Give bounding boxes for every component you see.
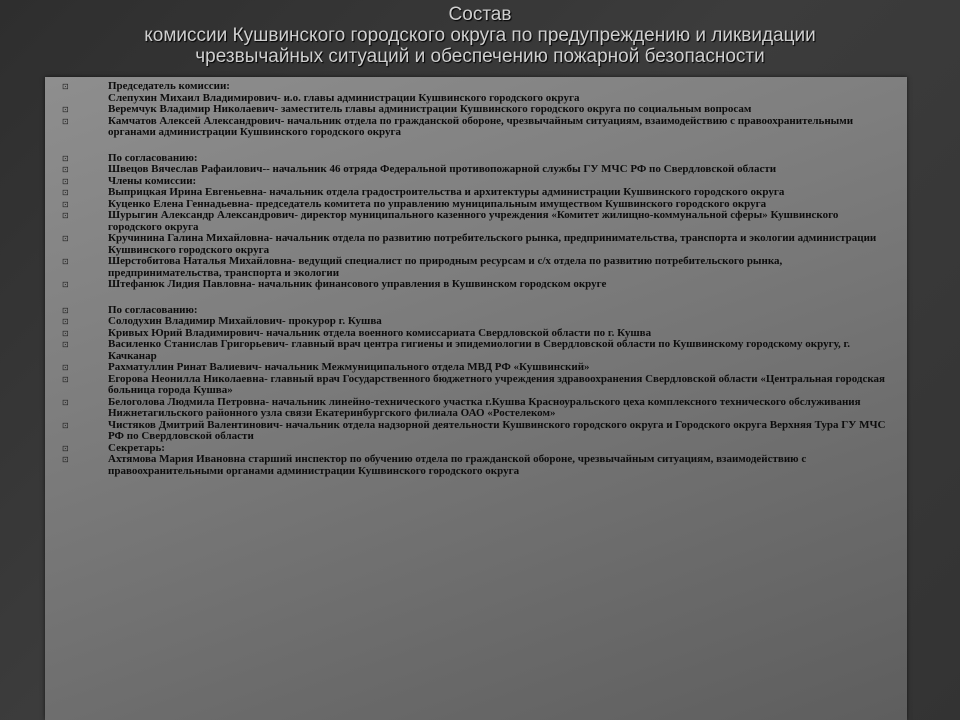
list-item-text: Председатель комиссии:: [108, 80, 230, 92]
square-bullet-icon: ⊡: [62, 234, 69, 243]
list-item-text: Чистяков Дмитрий Валентинович- начальник отдела надзорной деятельности Кушвинского городского округа и Городского округа Верхняя Тура ГУ МЧС РФ по Свердловской области: [108, 418, 886, 442]
list-item: [62, 104, 892, 116]
square-bullet-icon: ⊡: [62, 305, 69, 315]
title-line-3: чрезвычайных ситуаций и обеспечению пожарной безопасности: [195, 46, 765, 67]
list-item: [62, 256, 892, 279]
square-bullet-icon: ⊡: [62, 397, 69, 407]
list-item: [62, 362, 892, 374]
list-item-text: Белоголова Людмила Петровна- начальник линейно-технического участка г.Кушва Красноуральского цеха комплексного технического обслуживания Нижнетагильского районного узла связи Екатеринбургского филиала ОАО «Ростелеком»: [108, 395, 861, 419]
square-bullet-icon: ⊡: [62, 374, 69, 384]
square-bullet-icon: ⊡: [62, 176, 69, 186]
square-bullet-icon: ⊡: [62, 340, 69, 349]
list-item-text: Швецов Вячеслав Рафаилович-- начальник 46 отряда Федеральной противопожарной службы ГУ МЧС РФ по Свердловской области: [108, 163, 777, 175]
member-list: [62, 81, 892, 477]
square-bullet-icon: ⊡: [62, 455, 69, 464]
list-item-text: Кручинина Галина Михайловна- начальник отдела по развитию потребительского рынка, предпринимательства, транспорта и экологии администрации Кушвинского городского округа: [108, 232, 877, 256]
square-bullet-icon: ⊡: [62, 116, 69, 126]
list-item-text: Шерстобитова Наталья Михайловна- ведущий специалист по природным ресурсам и с/х отдела по развитию потребительского рынка, предпринимательства, транспорта и экологии: [108, 255, 783, 279]
list-item: [62, 116, 892, 139]
square-bullet-icon: ⊡: [62, 153, 69, 163]
list-item: [62, 233, 892, 256]
square-bullet-icon: ⊡: [62, 82, 69, 91]
list-item-text: Шурыгин Александр Александрович- директор муниципального казенного учреждения «Комитет жилищно-коммунальной сферы» Кушвинского городского округа: [108, 209, 839, 233]
square-bullet-icon: ⊡: [62, 105, 69, 114]
list-item-text: Камчатов Алексей Александрович- начальник отдела по гражданской обороне, чрезвычайным ситуациям, взаимодействию с правоохранительными органами администрации Кушвинского городского округа: [108, 114, 854, 138]
list-item-text: Василенко Станислав Григорьевич- главный врач центра гигиены и эпидемиологии в Свердловской области по Кушвинскому городскому округу, г. Качканар: [108, 338, 851, 362]
list-item-text: Выприцкая Ирина Евгеньевна- начальник отдела градостроительства и архитектуры администрации Кушвинского городского округа: [108, 186, 785, 198]
square-bullet-icon: ⊡: [62, 328, 69, 338]
slide-title: [0, 4, 960, 67]
square-bullet-icon: ⊡: [62, 199, 69, 209]
list-item-text: По согласованию:: [108, 151, 198, 164]
list-item-text: Куценко Елена Геннадьевна- председатель комитета по управлению муниципальным имуществом Кушвинского городского округа: [108, 197, 767, 210]
list-item: [62, 210, 892, 233]
square-bullet-icon: ⊡: [62, 188, 69, 197]
list-spacer: [62, 139, 892, 153]
list-item-text: Солодухин Владимир Михайлович- прокурор г. Кушва: [108, 315, 382, 327]
list-item-text: По согласованию:: [108, 303, 198, 316]
list-item-text: Ахтямова Мария Ивановна старший инспектор по обучению отдела по гражданской обороне, чрезвычайным ситуациям, взаимодействию с правоохранительными органами администрации Кушвинского городского округа: [108, 453, 807, 477]
list-item: [62, 339, 892, 362]
list-item: [62, 397, 892, 420]
title-line-2: комиссии Кушвинского городского округа по предупреждению и ликвидации: [144, 25, 816, 46]
square-bullet-icon: ⊡: [62, 211, 69, 220]
square-bullet-icon: ⊡: [62, 443, 69, 453]
list-item: [62, 316, 892, 328]
square-bullet-icon: ⊡: [62, 280, 69, 289]
square-bullet-icon: [62, 93, 108, 105]
list-item-text: Члены комиссии:: [108, 174, 197, 187]
list-item: [62, 420, 892, 443]
list-item-text: Рахматуллин Ринат Валиевич- начальник Межмуниципального отдела МВД РФ «Кушвинский»: [108, 361, 590, 373]
list-item-text: Слепухин Михаил Владимирович- и.о. главы администрации Кушвинского городского округа: [108, 91, 580, 104]
list-item-text: Секретарь:: [108, 441, 165, 454]
list-item: [62, 279, 892, 291]
title-line-1: Состав: [448, 4, 512, 25]
list-item: [62, 187, 892, 199]
square-bullet-icon: ⊡: [62, 257, 69, 266]
list-item-text: Кривых Юрий Владимирович- начальник отдела военного комиссариата Свердловской области по г. Кушва: [108, 326, 652, 339]
list-item-text: Егорова Неонилла Николаевна- главный врач Государственного бюджетного учреждения здравоохранения Свердловской области «Центральная городская больница города Кушва»: [108, 372, 885, 396]
list-item-text: Веремчук Владимир Николаевич- заместитель главы администрации Кушвинского городского округа по социальным вопросам: [108, 103, 752, 115]
list-item: [62, 374, 892, 397]
square-bullet-icon: ⊡: [62, 165, 69, 174]
square-bullet-icon: ⊡: [62, 317, 69, 326]
list-item: [62, 164, 892, 176]
list-item-text: Штефанюк Лидия Павловна- начальник финансового управления в Кушвинском городском округе: [108, 278, 607, 290]
list-item: [62, 81, 892, 93]
list-item: [62, 454, 892, 477]
square-bullet-icon: ⊡: [62, 363, 69, 372]
list-spacer: [62, 291, 892, 305]
square-bullet-icon: ⊡: [62, 420, 69, 430]
